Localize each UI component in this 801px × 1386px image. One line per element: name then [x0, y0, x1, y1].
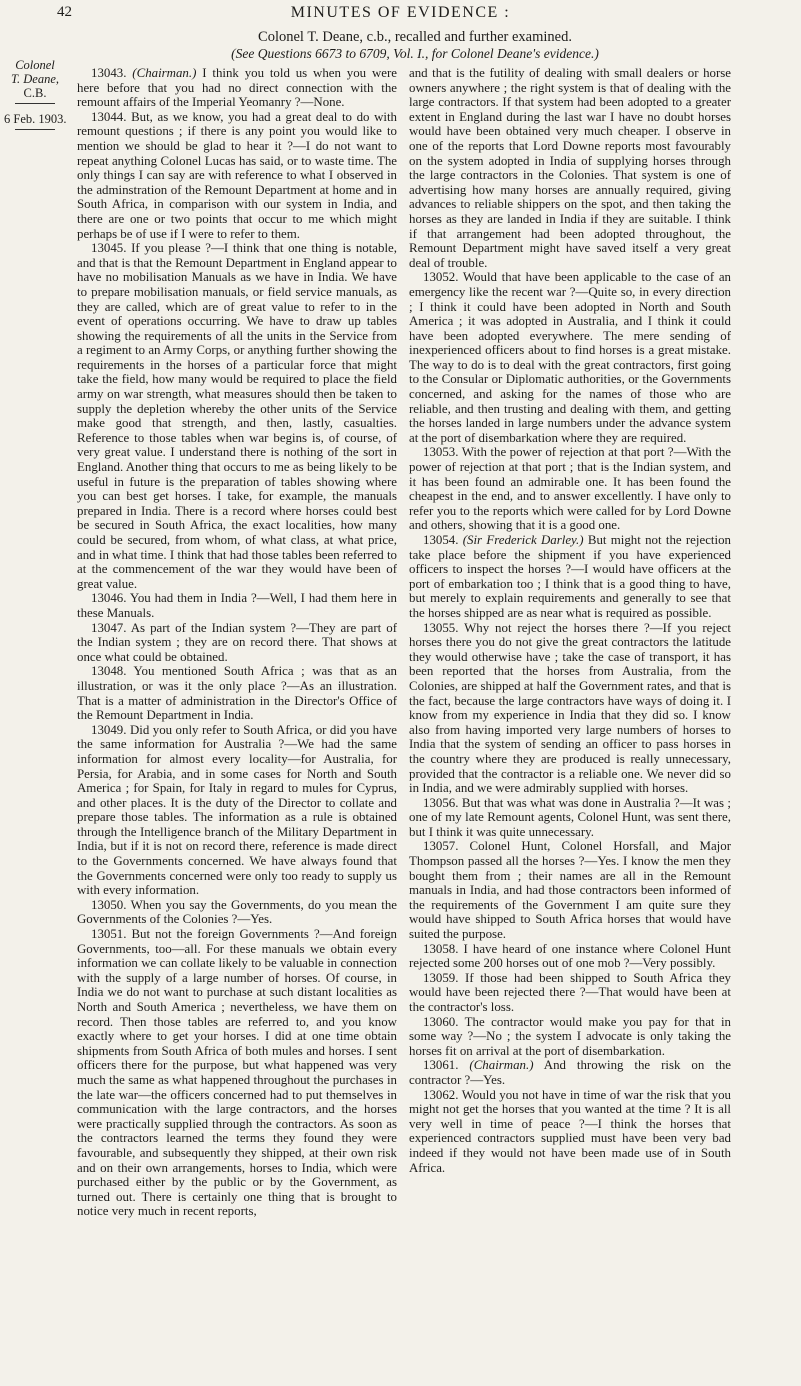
evidence-paragraph — [409, 621, 731, 796]
question-number: 13056. — [423, 795, 459, 810]
question-number: 13055. — [423, 620, 459, 635]
speaker-label: (Chairman.) — [469, 1058, 534, 1073]
evidence-text: The contractor would make you pay for that in some way ?—No ; the system I advocate is only taking the horses fit on arrival at the port of disembarkation. — [409, 1014, 731, 1058]
question-number: 13048. — [91, 664, 127, 679]
evidence-text: When you say the Governments, do you mean the Governments of the Colonies ?—Yes. — [77, 897, 397, 927]
evidence-paragraph — [409, 839, 731, 941]
question-number: 13061. — [423, 1058, 459, 1073]
evidence-text: With the power of rejection at that port ?—With the power of rejection at that port ; that is the Indian system, and it has been found an admirable one. It has been found the cheapest in the end, and to answer excellently. I have only to refer you to the reports which were called for by Lord Downe and others, showing that it is a good one. — [409, 445, 731, 533]
speaker-label: (Chairman.) — [132, 66, 197, 80]
evidence-text: You had them in India ?—Well, I had them here in these Manuals. — [77, 591, 397, 620]
questions-ref-italic: for Colonel Deane's evidence.) — [431, 46, 599, 61]
evidence-paragraph — [77, 723, 397, 898]
evidence-text: Would you not have in time of war the risk that you might not get the horses that you wanted at the time ? It is all very well in time of peace ?—I think the horses that experienced contractors supplied must have been very bad indeed if they would not have been made use of in South Africa. — [409, 1087, 731, 1175]
page-number: 42 — [57, 4, 72, 20]
evidence-text: Did you only refer to South Africa, or did you have the same information for Australia ?—We had the same information for almost every locality—for Australia, for Persia, for Arabia, and in some cases for North and South America ; for Spain, for Italy in regard to mules for Cyprus, and other places. It is the duty of the Director to collate and prepare those tables. The information as a rule is obtained through the Intelligence branch of the Military Department in India, but if it is not on record there, reference is made direct to the Governments concerned. We have always found that the Governments concerned were only too ready to supply us with every information. — [77, 722, 397, 898]
margin-rule — [15, 103, 55, 104]
evidence-text: You mentioned South Africa ; was that as an illustration, or was it the only place ?—As an illustration. That is a matter of administration in the Director's Office of the Remount Department in India. — [77, 664, 397, 723]
evidence-paragraph — [77, 110, 397, 241]
question-number: 13062. — [423, 1087, 459, 1102]
speaker-label: (Sir Frederick Darley.) — [462, 533, 584, 547]
evidence-text: And throwing the risk on the contractor ?—Yes. — [409, 1058, 731, 1087]
evidence-paragraph — [409, 942, 731, 971]
running-title: MINUTES OF EVIDENCE : — [290, 4, 511, 21]
page-header — [0, 0, 801, 22]
witness-name-line2: T. Deane, — [10, 72, 60, 86]
question-number: 13060. — [423, 1014, 459, 1029]
evidence-text: Would that have been applicable to the case of an emergency like the recent war ?—Quite so, in every direction ; I think it could have been adopted in North and South America ; it was adopted in Australia, and I think it could have been adopted everywhere. The mere sending of inexperienced officers about to find horses is a great mistake. The way to do is to deal with the great contractors, first going to the Consular or Diplomatic authorities, or the Governments concerned, and asking for the names of those who are reliable, and then trusting and dealing with them, and getting the horses landed in large numbers under the advance system at the port of disembarkation where they are required. — [409, 270, 731, 445]
evidence-paragraph — [409, 1058, 731, 1087]
evidence-paragraph — [77, 66, 397, 110]
evidence-text: and that is the futility of dealing with small dealers or horse owners anywhere ; the right system is that of dealing with the large contractors. If that system had been adopted to a greater extent in England during the last war I have no doubt horses would have been obtained very much cheaper. I observe in one of the reports that Lord Downe reports most favourably on the system adopted in India of supplying horses through the large contractors in the Colonies. That system is one of advertising how many horses are annually required, giving advances to reliable shippers on the spot, and then taking the horses as they are landed in India if they are suitable. I think if that arrangement had been adopted throughout, the Remount Department might have saved itself a very great deal of trouble. — [409, 66, 731, 270]
witness-line: Colonel T. Deane, c.b., recalled and further examined. — [258, 29, 572, 45]
question-number: 13045. — [91, 241, 127, 256]
evidence-text: Colonel Hunt, Colonel Horsfall, and Major Thompson passed all the horses ?—Yes. I know the men they bought them from ; their names are all in the Remount manuals in India, and had those contractors been informed of the requirements of the Government I am quite sure they would have shipped to South Africa horses that would have suited the purpose. — [409, 839, 731, 942]
evidence-paragraph — [77, 664, 397, 722]
evidence-paragraph — [409, 66, 731, 270]
question-number: 13059. — [423, 970, 459, 985]
question-number: 13047. — [91, 620, 127, 635]
witness-honours: C.B. — [23, 86, 47, 100]
evidence-text: Why not reject the horses there ?—If you reject horses there you do not give the great contractors the latitude they would otherwise have ; take the case of transport, it has been reported that the horses from Australia, from the Colonies, are shipped at half the Government rates, and that is the fact, because the large contractors have ways of doing it. I know from my experience in India that they did so. I know also from having imported very large numbers of horses to India that the system of sending an officer to pass horses in the country where they are produced is really unnecessary, provided that the contractor is a reliable one. We never did so in India, and we were admirably supplied with horses. — [409, 620, 731, 796]
questions-ref-prefix: (See Questions 6673 to 6709, Vol. I., — [231, 46, 432, 61]
evidence-paragraph — [409, 1015, 731, 1059]
margin-rule — [15, 129, 55, 130]
right-column — [409, 66, 731, 1381]
question-number: 13046. — [91, 591, 127, 606]
evidence-text: But might not the rejection take place before the shipment if you have experienced officers to inspect the horses ?—I would have officers at the port of embarkation too ; I think that is a good thing to have, but merely to explain requirements and generally to see that the horses shipped are as near what is required as possible. — [409, 533, 731, 620]
evidence-paragraph — [409, 445, 731, 533]
evidence-text: But, as we know, you had a great deal to do with remount questions ; if there is any point you would like to mention we should be glad to hear it ?—I do not want to repeat anything Colonel Lucas has said, or to waste time. The only things I can say are with reference to what I observed in the adminstration of the Remount Department at home and in South Africa, in comparison with our system in India, and there are one or two points that occur to me which might perhaps be of use if I were to refer to them. — [77, 109, 397, 241]
question-number: 13052. — [423, 270, 459, 285]
evidence-paragraph — [409, 1088, 731, 1176]
evidence-paragraph — [77, 927, 397, 1219]
evidence-text: As part of the Indian system ?—They are part of the Indian system ; they are on record there. That shows at once what could be obtained. — [77, 620, 397, 664]
evidence-text: But not the foreign Governments ?—And foreign Governments, too—all. For these manuals we obtain every information we can collate likely to be valuable in connection with the supply of a large number of horses. Of course, in India we do not want to purchase at such distant localities as North and South America ; nevertheless, we have them on record. Then those tables are referred to, and you know exactly where to get your horses. I did at one time obtain shipments from South Africa of both mules and horses. I sent officers there for the purpose, but what happened was very much the same as what happened throughout the purchases in the late war—the officers concerned had to put themselves in communication with the large contractors, and the horses were practically supplied through the contractors. As soon as the contractors learned the terms they found they were favourable, and subsequently they shipped, at their own risk and on their own arrangements, horses to India, which were purchased either by the public or by the Government, as turned out. There is certainly one thing that is brought to notice very much in recent reports, — [77, 927, 397, 1219]
question-number: 13044. — [91, 109, 127, 124]
evidence-text: If those had been shipped to South Africa they would have been rejected there ?—That would have been at the contractor's loss. — [409, 970, 731, 1014]
question-number: 13058. — [423, 941, 459, 956]
evidence-text: I think you told us when you were here before that you had no direct connection with the remount affairs of the Imperial Yeomanry ?—None. — [77, 66, 397, 110]
examination-date: 6 Feb. 1903. — [4, 112, 67, 126]
evidence-paragraph — [409, 533, 731, 621]
question-number: 13057. — [423, 839, 459, 854]
evidence-paragraph — [409, 270, 731, 445]
evidence-paragraph — [77, 621, 397, 665]
left-column — [77, 66, 397, 1381]
evidence-paragraph — [409, 796, 731, 840]
question-number: 13051. — [91, 927, 127, 942]
question-number: 13049. — [91, 722, 127, 737]
questions-reference — [90, 46, 740, 62]
evidence-text: I have heard of one instance where Colonel Hunt rejected some 200 horses out of one mob ?—Very possibly. — [409, 941, 731, 971]
question-number: 13050. — [91, 897, 127, 912]
evidence-paragraph — [77, 591, 397, 620]
evidence-paragraph — [77, 241, 397, 591]
question-number: 13053. — [423, 445, 459, 460]
evidence-text: But that was what was done in Australia ?—It was ; one of my late Remount agents, Colonel Hunt, was sent there, but I think it was quite unnecessary. — [409, 795, 731, 839]
evidence-paragraph — [409, 971, 731, 1015]
margin-note — [4, 58, 66, 134]
question-number: 13054. — [423, 533, 459, 547]
evidence-text: If you please ?—I think that one thing is notable, and that is that the Remount Department in England appear to have no mobilisation Manuals as we have in India. We have to prepare mobilisation manuals, or field service manuals, as they are called, which are of great value to refer to in the event of operations occurring. We have to draw up tables showing the requirements of all the units in the Service from a regiment to an Army Corps, or anything further showing the requirements in the horses of a particular force that might take the field, how many would be required to place the field army on war strength, what measures should then be taken to supply the depletion whereby the other units of the Service make good that strength, and then, lastly, casualties. Reference to those tables when war begins is, of course, of very great value. I understand there is nothing of the sort in England. Another thing that occurs to me as being likely to be useful in future is the preparation of tables showing where you can best get horses. I take, for example, the manuals prepared in India. There is a record where horses could best be secured in South Africa, the exact localities, how many could be secured, from whom, of what class, at what price, and in what time. I think that had those tables been referred to at the commencement of the war they would have been of great value. — [77, 241, 397, 591]
witness-name-line1: Colonel — [15, 58, 55, 72]
evidence-paragraph — [77, 898, 397, 927]
question-number: 13043. — [91, 66, 127, 80]
